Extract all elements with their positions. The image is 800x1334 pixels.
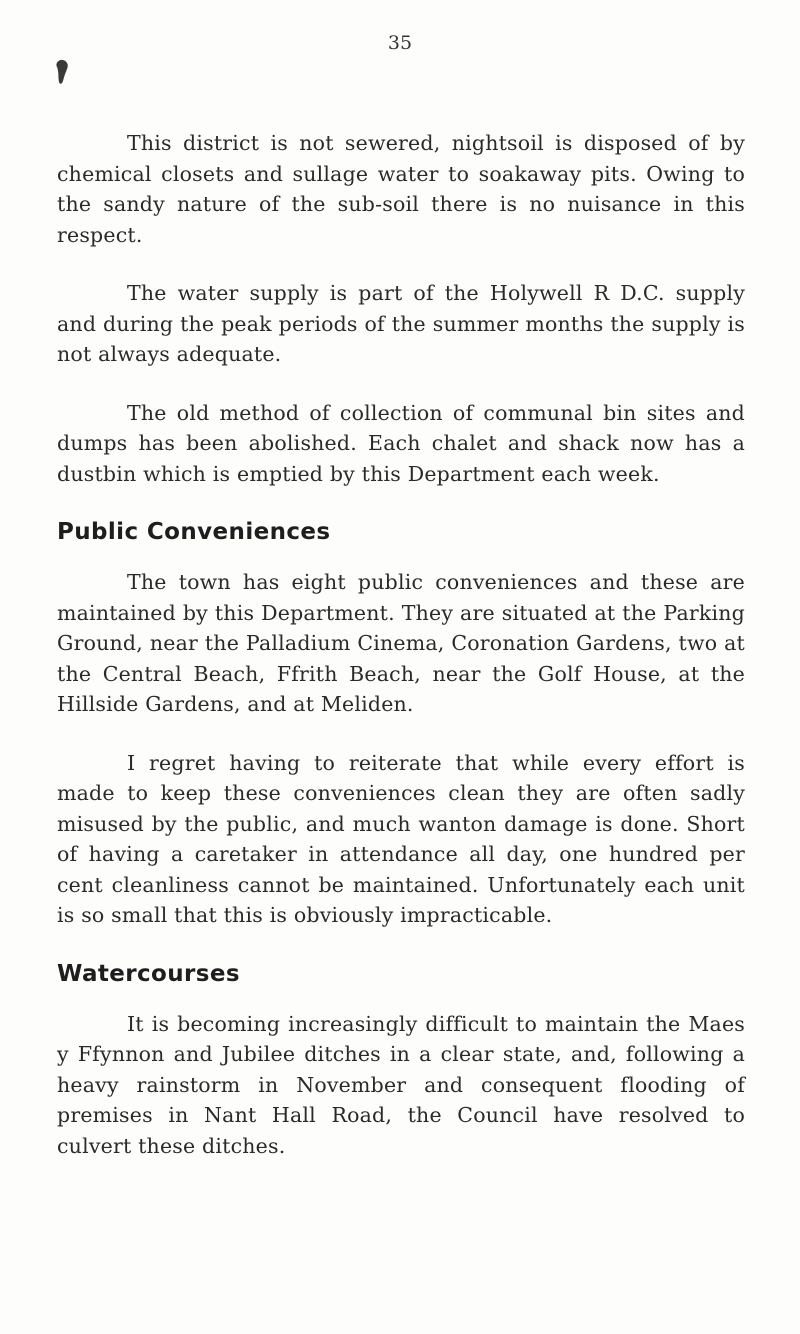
page-number: 35: [387, 32, 413, 54]
paragraph-refuse-collection: The old method of collection of communal bin sites and dumps has been abolished. Each chalet and shack now has a dustbin which is emptied by this Department each week.: [57, 400, 745, 486]
paragraph-water-supply: The water supply is part of the Holywell R D.C. supply and during the peak periods of the summer months the supply is not always adequate.: [57, 281, 745, 366]
paragraph-watercourses: It is becoming increasingly difficult to maintain the Maes y Ffynnon and Jubilee ditches in a clear state, and, following a heavy rainstorm in November and consequent flooding of premises in Nant Hall Road, the Council have resolved to culvert these ditches.: [57, 1011, 745, 1158]
heading-watercourses: Watercourses: [57, 960, 240, 987]
paragraph-conveniences-locations: The town has eight public conveniences and these are maintained by this Department. They are situated at the Parking Ground, near the Palladium Cinema, Coronation Gardens, two at the Central Beach, Ffrith Beach, near the Golf House, at the Hillside Gardens, and at Meliden.: [57, 570, 745, 716]
paragraph-sewerage: This district is not sewered, nightsoil is disposed of by chemical closets and sullage water to soakaway pits. Owing to the sandy nature of the sub-soil there is no nuisance in this respect.: [57, 131, 745, 247]
paragraph-conveniences-misuse: I regret having to reiterate that while every effort is made to keep these conveniences clean they are often sadly misused by the public, and much wanton damage is done. Short of having a caretaker in attendance all day, one hundred per cent cleanliness cannot be maintained. Unfortunately each unit is so small that this is obviously impracticable.: [57, 750, 745, 927]
heading-public-conveniences: Public Conveniences: [57, 519, 331, 545]
document-body: [57, 128, 745, 1189]
ink-blot-mark: [54, 58, 70, 88]
